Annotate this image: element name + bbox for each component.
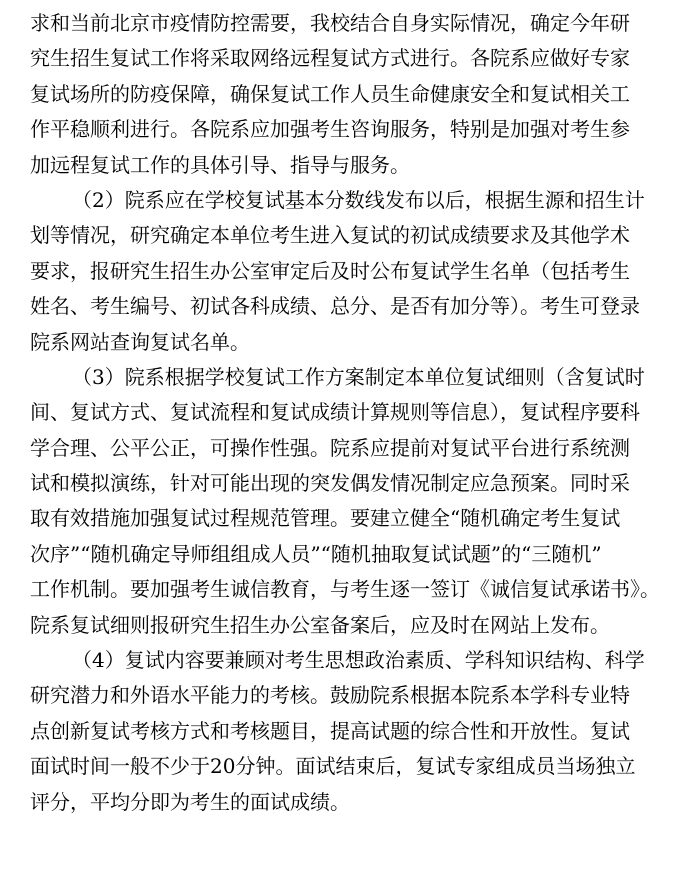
text-line: 求和当前北京市疫情防控需要，我校结合自身实际情况，确定今年研	[30, 11, 630, 35]
text-line: 划等情况，研究确定本单位考生进入复试的初试成绩要求及其他学术	[30, 223, 630, 248]
text-line: 姓名、考生编号、初试各科成绩、总分、是否有加分等）。考生可登录	[30, 294, 640, 319]
text-line: 学合理、公平公正，可操作性强。院系应提前对复试平台进行系统测	[30, 435, 630, 460]
document-page	[30, 6, 672, 820]
text-line: （2）院系应在学校复试基本分数线发布以后，根据生源和招生计	[72, 187, 645, 212]
text-line: 间、复试方式、复试流程和复试成绩计算规则等信息），复试程序要科	[30, 400, 640, 425]
text-line: （3）院系根据学校复试工作方案制定本单位复试细则（含复试时	[72, 364, 645, 389]
text-line: 研究潜力和外语水平能力的考核。鼓励院系根据本院系本学科专业特	[30, 683, 630, 708]
paragraph-1	[30, 6, 672, 183]
text-line: 要求，报研究生招生办公室审定后及时公布复试学生名单（包括考生	[30, 258, 630, 283]
text-line: 评分，平均分即为考生的面试成绩。	[30, 789, 350, 814]
text-line: 院系复试细则报研究生招生办公室备案后，应及时在网站上发布。	[30, 612, 610, 637]
paragraph-2	[30, 183, 672, 360]
text-line: 次序”“随机确定导师组组成人员”“随机抽取复试试题”的“三随机”	[30, 541, 602, 566]
paragraph-4	[30, 643, 672, 820]
text-line: （4）复试内容要兼顾对考生思想政治素质、学科知识结构、科学	[72, 648, 645, 673]
text-line: 工作机制。要加强考生诚信教育，与考生逐一签订《诚信复试承诺书》。	[30, 577, 660, 602]
text-line: 试和模拟演练，针对可能出现的突发偶发情况制定应急预案。同时采	[30, 471, 630, 496]
text-line: 作平稳顺利进行。各院系应加强考生咨询服务，特别是加强对考生参	[30, 117, 630, 142]
text-line: 面试时间一般不少于20分钟。面试结束后，复试专家组成员当场独立	[30, 754, 636, 779]
text-line: 点创新复试考核方式和考核题目，提高试题的综合性和开放性。复试	[30, 718, 630, 743]
text-line: 加远程复试工作的具体引导、指导与服务。	[30, 152, 410, 177]
text-line: 取有效措施加强复试过程规范管理。要建立健全“随机确定考生复试	[30, 506, 621, 531]
text-line: 院系网站查询复试名单。	[30, 329, 250, 354]
paragraph-3	[30, 360, 672, 643]
text-line: 复试场所的防疫保障，确保复试工作人员生命健康安全和复试相关工	[30, 81, 630, 106]
text-line: 究生招生复试工作将采取网络远程复试方式进行。各院系应做好专家	[30, 46, 630, 71]
